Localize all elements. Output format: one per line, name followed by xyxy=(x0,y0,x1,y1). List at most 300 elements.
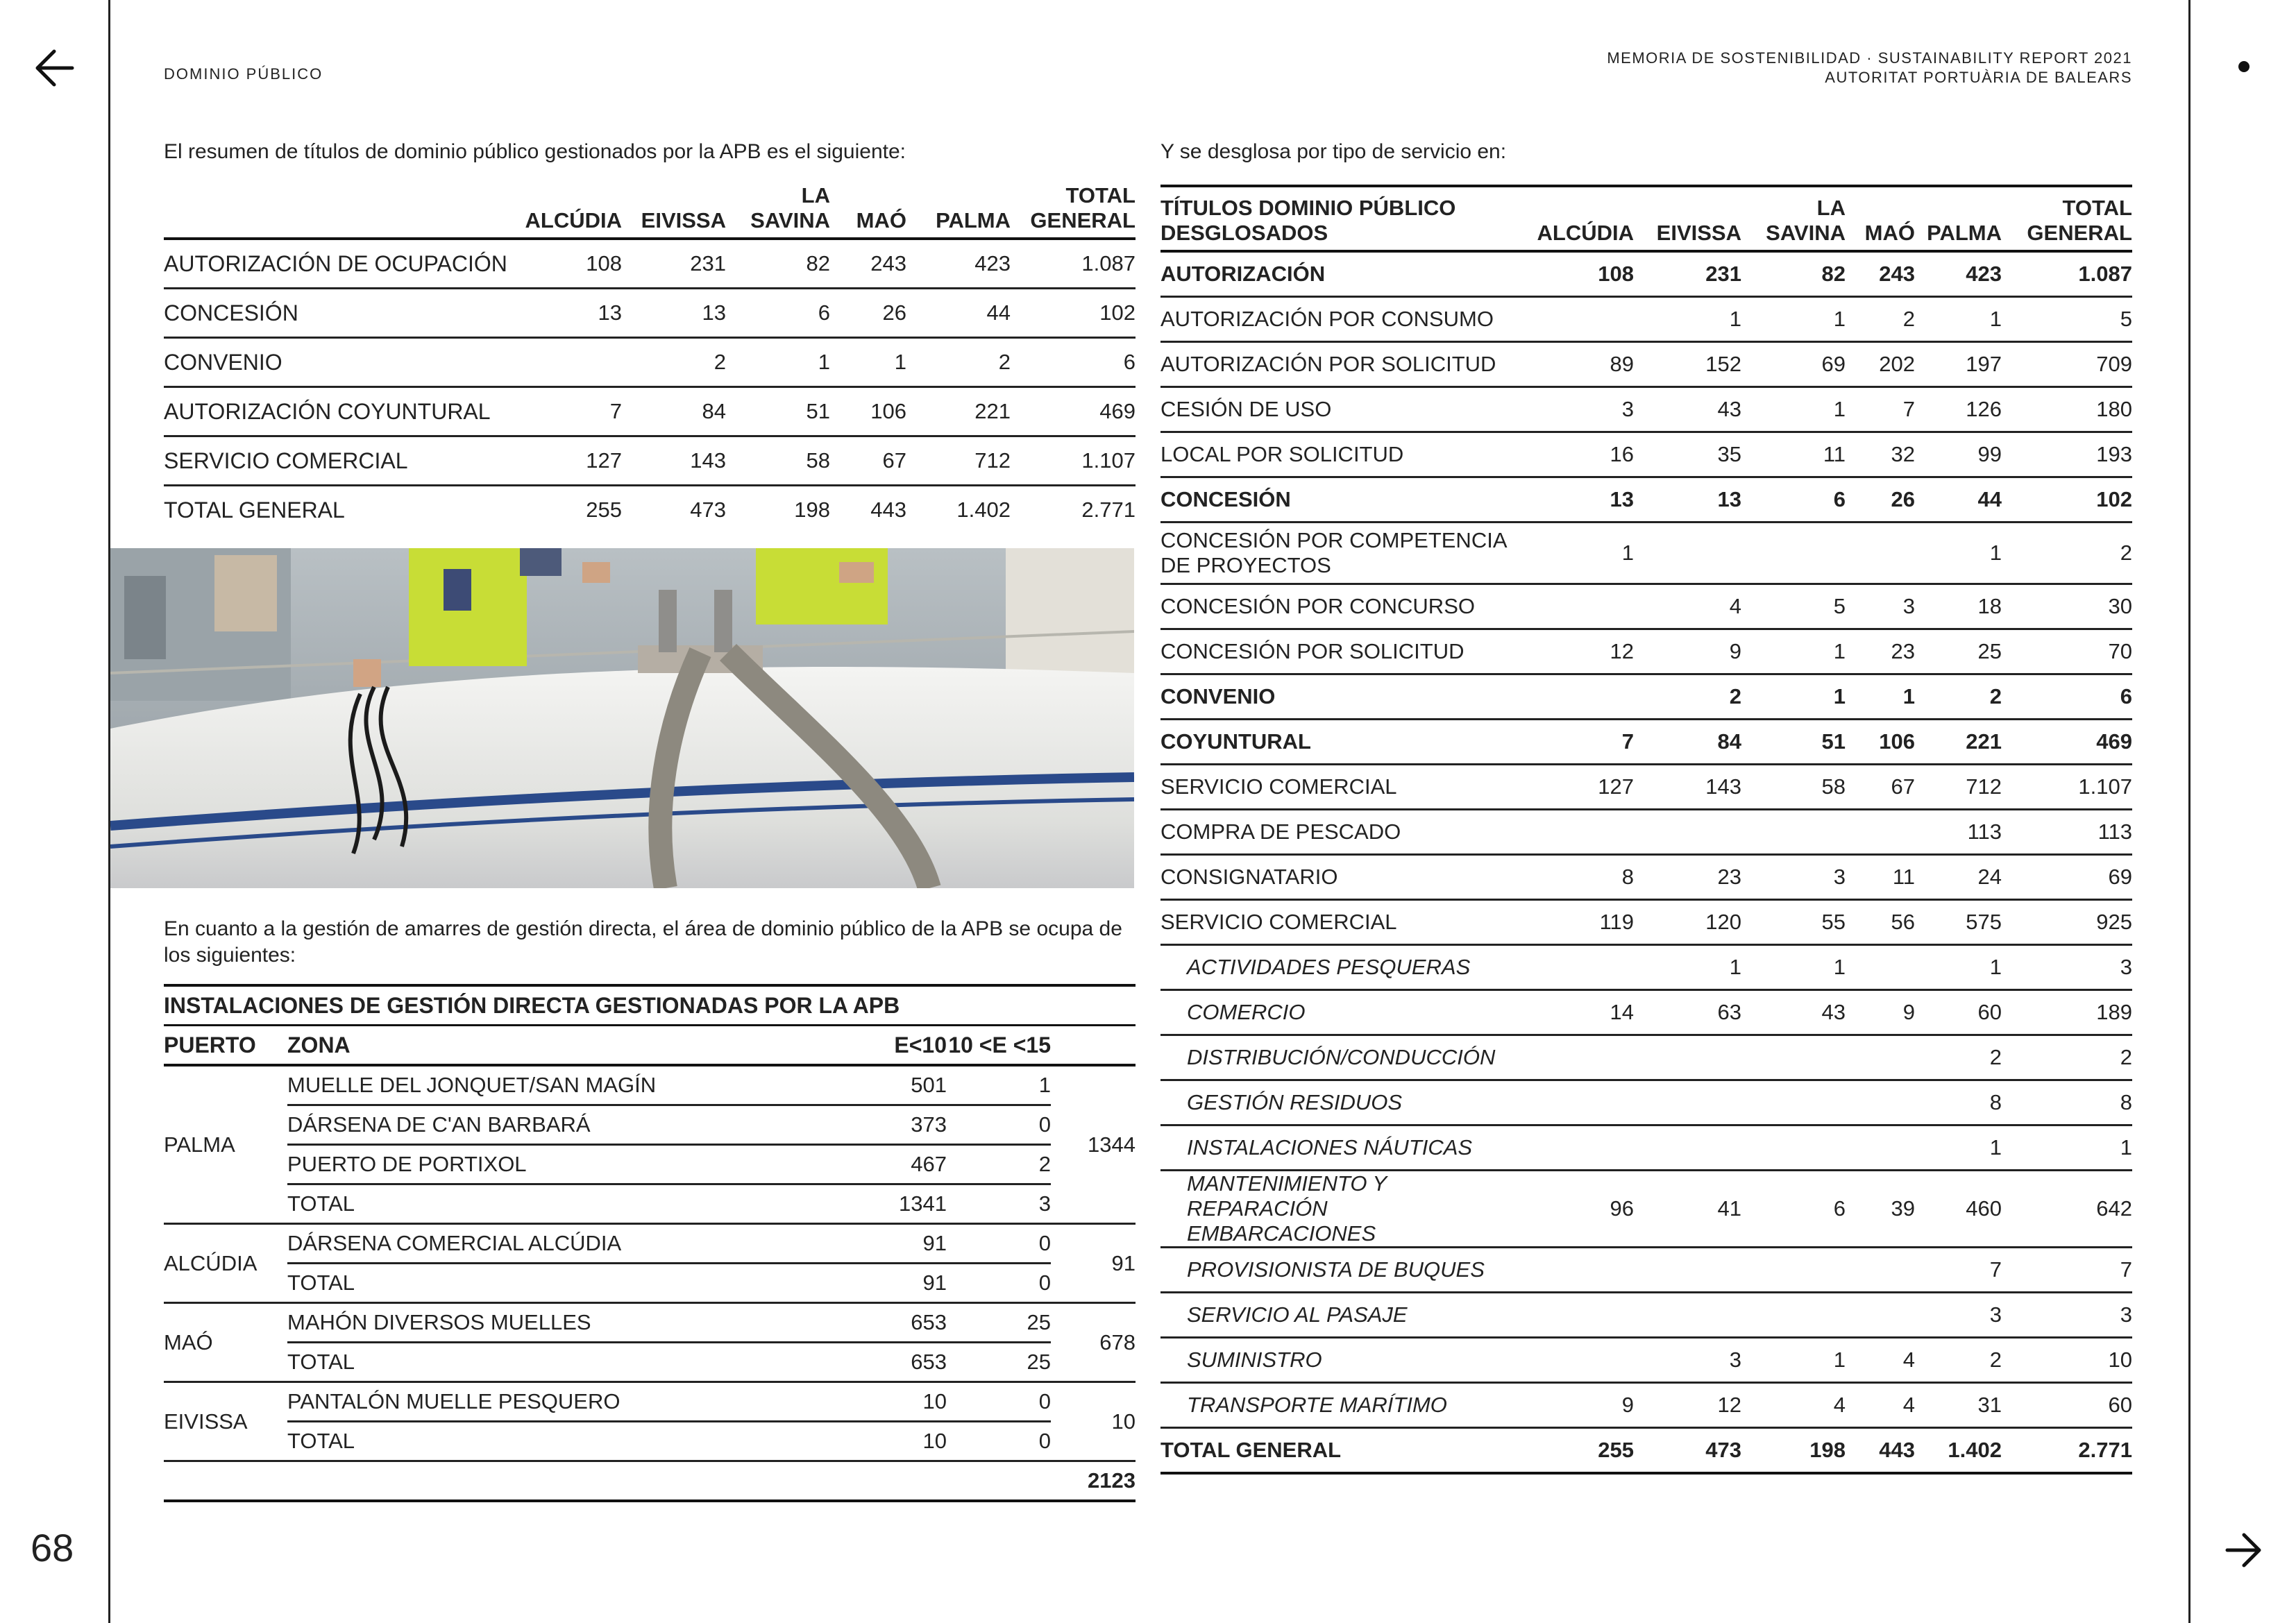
table-cell: 4 xyxy=(1846,1338,1915,1383)
moorings-title: INSTALACIONES DE GESTIÓN DIRECTA GESTIONADAS POR LA APB xyxy=(164,985,1136,1026)
table-row xyxy=(1160,1125,2132,1171)
table-cell: 1 xyxy=(1741,674,1846,720)
table-cell: 231 xyxy=(1634,251,1741,297)
table-cell: 55 xyxy=(1741,900,1846,945)
breakdown-header-cell: EIVISSA xyxy=(1634,186,1741,251)
row-label: CESIÓN DE USO xyxy=(1160,387,1521,432)
table-cell: 3 xyxy=(2002,945,2132,990)
table-cell: 653 xyxy=(836,1303,947,1343)
table-cell: 1 xyxy=(2002,1125,2132,1171)
row-label: GESTIÓN RESIDUOS xyxy=(1160,1080,1521,1125)
table-cell: 6 xyxy=(1011,338,1136,387)
table-cell: 70 xyxy=(2002,629,2132,674)
table-cell: 423 xyxy=(1915,251,2002,297)
table-cell: 7 xyxy=(2002,1248,2132,1293)
table-cell: 23 xyxy=(1846,629,1915,674)
table-cell: 9 xyxy=(1846,990,1915,1035)
table-cell: 41 xyxy=(1634,1171,1741,1248)
port-total: 1344 xyxy=(1051,1065,1136,1224)
table-cell xyxy=(1846,1293,1915,1338)
table-cell: 14 xyxy=(1521,990,1634,1035)
port-name: ALCÚDIA xyxy=(164,1224,287,1303)
table-cell: 2.771 xyxy=(2002,1428,2132,1474)
table-cell: 69 xyxy=(2002,855,2132,900)
table-cell xyxy=(1634,1125,1741,1171)
table-cell: 13 xyxy=(622,289,726,338)
harbor-photo xyxy=(110,548,1134,888)
table-cell: 1.087 xyxy=(1011,239,1136,289)
table-cell: 255 xyxy=(586,498,622,522)
summary-header-cell: ALCÚDIA xyxy=(511,183,622,239)
table-row xyxy=(164,1382,1136,1422)
table-cell: 10 xyxy=(836,1382,947,1422)
row-label: CONCESIÓN POR SOLICITUD xyxy=(1160,629,1521,674)
table-cell: 0 xyxy=(947,1422,1051,1461)
moorings-header-cell: ZONA xyxy=(287,1026,836,1066)
table-cell: 1 xyxy=(1846,674,1915,720)
table-row xyxy=(164,338,1136,387)
row-label: MANTENIMIENTO Y REPARACIÓN EMBARCACIONES xyxy=(1160,1171,1521,1248)
table-cell: 1 xyxy=(1915,945,2002,990)
table-cell: 1 xyxy=(1915,522,2002,584)
table-cell xyxy=(1521,584,1634,629)
table-row xyxy=(164,1264,1136,1303)
table-cell: 120 xyxy=(1634,900,1741,945)
report-title-line-1: MEMORIA DE SOSTENIBILIDAD · SUSTAINABILITY REPORT 2021 xyxy=(1607,49,2132,67)
table-cell xyxy=(1741,1248,1846,1293)
breakdown-header-cell: MAÓ xyxy=(1846,186,1915,251)
breakdown-header-cell: PALMA xyxy=(1915,186,2002,251)
table-row xyxy=(164,1065,1136,1105)
section-header: DOMINIO PÚBLICO xyxy=(164,65,323,83)
table-cell xyxy=(511,338,622,387)
dot-icon[interactable] xyxy=(2238,61,2249,72)
table-cell: 4 xyxy=(1634,584,1741,629)
table-cell: 5 xyxy=(1741,584,1846,629)
table-cell: 8 xyxy=(1521,855,1634,900)
table-cell xyxy=(1741,1035,1846,1080)
zone-name: TOTAL xyxy=(287,1184,836,1224)
summary-header-row xyxy=(164,183,1136,239)
table-cell xyxy=(1521,945,1634,990)
table-cell: 91 xyxy=(836,1264,947,1303)
table-cell: 126 xyxy=(1915,387,2002,432)
table-cell: 469 xyxy=(2002,720,2132,765)
table-row xyxy=(1160,855,2132,900)
table-cell: 113 xyxy=(2002,810,2132,855)
summary-header-cell xyxy=(164,183,511,239)
table-cell: 1 xyxy=(1741,1338,1846,1383)
table-cell: 13 xyxy=(1521,477,1634,522)
table-cell xyxy=(287,1461,836,1502)
zone-name: TOTAL xyxy=(287,1422,836,1461)
table-row xyxy=(1160,477,2132,522)
table-cell: 11 xyxy=(1846,855,1915,900)
table-cell: 1.402 xyxy=(956,498,1011,522)
table-cell: 9 xyxy=(1634,629,1741,674)
table-cell xyxy=(1741,522,1846,584)
table-cell xyxy=(1521,1248,1634,1293)
table-cell xyxy=(1634,1293,1741,1338)
row-label: CONCESIÓN xyxy=(1160,477,1521,522)
table-row xyxy=(1160,1248,2132,1293)
row-label: COYUNTURAL xyxy=(1160,720,1521,765)
table-cell: 443 xyxy=(870,498,906,522)
report-title xyxy=(1607,49,2132,87)
table-cell: 1.107 xyxy=(1011,436,1136,486)
row-label: CONCESIÓN POR CONCURSO xyxy=(1160,584,1521,629)
table-cell: 925 xyxy=(2002,900,2132,945)
table-cell: 69 xyxy=(1741,342,1846,387)
table-cell: 221 xyxy=(906,387,1011,436)
table-cell: 642 xyxy=(2002,1171,2132,1248)
breakdown-header-cell: LA SAVINA xyxy=(1741,186,1846,251)
table-cell: 119 xyxy=(1521,900,1634,945)
table-cell xyxy=(1846,522,1915,584)
table-cell: 221 xyxy=(1915,720,2002,765)
table-cell: 82 xyxy=(1741,251,1846,297)
table-row xyxy=(164,239,1136,289)
summary-header-cell: TOTAL GENERAL xyxy=(1011,183,1136,239)
row-label: TOTAL GENERAL xyxy=(1160,1428,1521,1474)
table-cell: 60 xyxy=(1915,990,2002,1035)
breakdown-header-row xyxy=(1160,186,2132,251)
table-cell: 102 xyxy=(1011,289,1136,338)
table-cell: 2 xyxy=(1846,297,1915,342)
row-label: SERVICIO COMERCIAL xyxy=(164,436,511,486)
table-cell: 67 xyxy=(830,436,906,486)
table-row xyxy=(164,436,1136,486)
table-row xyxy=(164,1145,1136,1184)
table-cell: 0 xyxy=(947,1264,1051,1303)
table-cell: 1 xyxy=(1741,629,1846,674)
row-label: COMERCIO xyxy=(1160,990,1521,1035)
table-row xyxy=(164,1343,1136,1382)
table-cell: 30 xyxy=(2002,584,2132,629)
table-cell: 7 xyxy=(1915,1248,2002,1293)
table-row xyxy=(164,1184,1136,1224)
table-cell xyxy=(1741,810,1846,855)
table-cell: 24 xyxy=(1915,855,2002,900)
table-row xyxy=(1160,1080,2132,1125)
port-total: 91 xyxy=(1051,1224,1136,1303)
table-cell: 198 xyxy=(794,498,830,522)
table-cell: 3 xyxy=(1915,1293,2002,1338)
table-cell: 23 xyxy=(1634,855,1741,900)
table-cell: 8 xyxy=(1915,1080,2002,1125)
table-cell: 575 xyxy=(1915,900,2002,945)
table-cell xyxy=(1634,1248,1741,1293)
row-label: AUTORIZACIÓN COYUNTURAL xyxy=(164,387,511,436)
table-cell: 1 xyxy=(947,1065,1051,1105)
table-cell: 1 xyxy=(830,338,906,387)
summary-body xyxy=(164,239,1136,534)
row-label: SERVICIO AL PASAJE xyxy=(1160,1293,1521,1338)
zone-name: PANTALÓN MUELLE PESQUERO xyxy=(287,1382,836,1422)
table-cell: 106 xyxy=(1846,720,1915,765)
table-row xyxy=(1160,1035,2132,1080)
breakdown-body xyxy=(1160,251,2132,1473)
table-row xyxy=(1160,765,2132,810)
table-cell: 7 xyxy=(511,387,622,436)
table-cell: 709 xyxy=(2002,342,2132,387)
table-cell: 16 xyxy=(1521,432,1634,477)
table-cell: 1.087 xyxy=(2002,251,2132,297)
table-cell: 143 xyxy=(1634,765,1741,810)
table-cell: 12 xyxy=(1634,1383,1741,1428)
row-label: COMPRA DE PESCADO xyxy=(1160,810,1521,855)
table-cell: 13 xyxy=(511,289,622,338)
table-cell xyxy=(1846,1125,1915,1171)
table-cell: 3 xyxy=(947,1184,1051,1224)
table-cell xyxy=(1741,1080,1846,1125)
table-cell: 12 xyxy=(1521,629,1634,674)
table-cell xyxy=(1846,1248,1915,1293)
table-cell: 1341 xyxy=(836,1184,947,1224)
table-row xyxy=(1160,432,2132,477)
table-cell: 152 xyxy=(1634,342,1741,387)
table-cell: 1 xyxy=(726,338,830,387)
zone-name: DÁRSENA DE C'AN BARBARÁ xyxy=(287,1105,836,1145)
table-cell: 58 xyxy=(726,436,830,486)
table-cell: 4 xyxy=(1741,1383,1846,1428)
table-cell: 443 xyxy=(1846,1428,1915,1474)
right-margin-line xyxy=(2188,0,2191,1623)
table-cell: 1 xyxy=(1741,945,1846,990)
row-label: PROVISIONISTA DE BUQUES xyxy=(1160,1248,1521,1293)
table-cell: 84 xyxy=(622,387,726,436)
table-cell: 3 xyxy=(1521,387,1634,432)
summary-header-cell: MAÓ xyxy=(830,183,906,239)
table-cell xyxy=(1521,1080,1634,1125)
table-cell xyxy=(1521,1035,1634,1080)
table-cell xyxy=(1634,522,1741,584)
table-cell: 7 xyxy=(1846,387,1915,432)
table-cell xyxy=(1846,1035,1915,1080)
moorings-intro: En cuanto a la gestión de amarres de gestión directa, el área de dominio público de la APB se ocupa de los siguientes: xyxy=(164,917,1122,967)
table-cell: 202 xyxy=(1846,342,1915,387)
table-cell: 58 xyxy=(1741,765,1846,810)
table-cell: 0 xyxy=(947,1382,1051,1422)
table-row xyxy=(1160,522,2132,584)
table-row xyxy=(1160,251,2132,297)
table-cell xyxy=(164,1461,287,1502)
table-cell: 255 xyxy=(1521,1428,1634,1474)
moorings-header-cell: 10 <E <15 xyxy=(947,1026,1051,1066)
table-row xyxy=(1160,387,2132,432)
summary-header-cell: LA SAVINA xyxy=(726,183,830,239)
table-cell xyxy=(1634,1035,1741,1080)
row-label: INSTALACIONES NÁUTICAS xyxy=(1160,1125,1521,1171)
table-cell: 96 xyxy=(1521,1171,1634,1248)
table-cell: 39 xyxy=(1846,1171,1915,1248)
table-cell: 231 xyxy=(622,239,726,289)
table-cell: 6 xyxy=(1741,1171,1846,1248)
table-cell xyxy=(1521,1338,1634,1383)
table-row xyxy=(1160,990,2132,1035)
table-cell xyxy=(836,1461,947,1502)
table-cell: 473 xyxy=(1634,1428,1741,1474)
moorings-header-cell: PUERTO xyxy=(164,1026,287,1066)
table-cell: 1.107 xyxy=(2002,765,2132,810)
table-cell: 467 xyxy=(836,1145,947,1184)
table-cell: 423 xyxy=(906,239,1011,289)
table-cell: 51 xyxy=(1741,720,1846,765)
row-label: AUTORIZACIÓN POR SOLICITUD xyxy=(1160,342,1521,387)
table-cell: 2 xyxy=(622,338,726,387)
table-cell xyxy=(1521,297,1634,342)
table-row xyxy=(1160,945,2132,990)
table-cell: 5 xyxy=(2002,297,2132,342)
breakdown-header-cell: ALCÚDIA xyxy=(1521,186,1634,251)
table-cell: 127 xyxy=(1521,765,1634,810)
table-cell: 0 xyxy=(947,1105,1051,1145)
table-cell: 473 xyxy=(690,498,726,522)
zone-name: TOTAL xyxy=(287,1264,836,1303)
table-row xyxy=(164,387,1136,436)
table-row xyxy=(1160,900,2132,945)
grand-total: 2123 xyxy=(1051,1461,1136,1502)
table-row xyxy=(1160,720,2132,765)
table-cell: 51 xyxy=(726,387,830,436)
table-cell: 373 xyxy=(836,1105,947,1145)
table-cell: 143 xyxy=(622,436,726,486)
table-cell: 9 xyxy=(1521,1383,1634,1428)
table-cell: 108 xyxy=(511,239,622,289)
table-cell: 180 xyxy=(2002,387,2132,432)
summary-header-cell: PALMA xyxy=(906,183,1011,239)
table-cell xyxy=(1634,810,1741,855)
breakdown-header-cell: TOTAL GENERAL xyxy=(2002,186,2132,251)
table-cell xyxy=(1846,945,1915,990)
table-cell: 198 xyxy=(1741,1428,1846,1474)
table-cell: 712 xyxy=(1915,765,2002,810)
zone-name: MAHÓN DIVERSOS MUELLES xyxy=(287,1303,836,1343)
table-cell: 193 xyxy=(2002,432,2132,477)
table-cell: 3 xyxy=(1846,584,1915,629)
table-cell: 2 xyxy=(906,338,1011,387)
table-cell: 1 xyxy=(1521,522,1634,584)
table-cell xyxy=(1634,1080,1741,1125)
table-cell: 10 xyxy=(836,1422,947,1461)
table-cell: 108 xyxy=(1521,251,1634,297)
table-cell: 106 xyxy=(830,387,906,436)
table-row xyxy=(164,1422,1136,1461)
table-cell: 0 xyxy=(947,1224,1051,1264)
table-cell: 43 xyxy=(1634,387,1741,432)
table-row xyxy=(1160,1293,2132,1338)
row-label: CONVENIO xyxy=(1160,674,1521,720)
zone-name: PUERTO DE PORTIXOL xyxy=(287,1145,836,1184)
table-row xyxy=(1160,297,2132,342)
table-cell: 1 xyxy=(1915,297,2002,342)
moorings-header-cell: E<10 xyxy=(836,1026,947,1066)
moorings-table xyxy=(164,984,1136,1502)
breakdown-intro: Y se desglosa por tipo de servicio en: xyxy=(1160,140,1507,163)
table-cell: 25 xyxy=(947,1303,1051,1343)
table-cell: 1 xyxy=(1634,297,1741,342)
moorings-header-row xyxy=(164,1026,1136,1066)
table-cell: 7 xyxy=(1521,720,1634,765)
row-label: AUTORIZACIÓN DE OCUPACIÓN xyxy=(164,239,511,289)
table-row xyxy=(1160,1338,2132,1383)
moorings-title-row xyxy=(164,985,1136,1026)
table-cell: 469 xyxy=(1011,387,1136,436)
grand-total-row xyxy=(164,1461,1136,1502)
row-label: SERVICIO COMERCIAL xyxy=(1160,765,1521,810)
table-cell: 18 xyxy=(1915,584,2002,629)
table-cell: 2 xyxy=(1915,1035,2002,1080)
zone-name: TOTAL xyxy=(287,1343,836,1382)
table-cell: 2.771 xyxy=(1081,498,1136,522)
row-label: SUMINISTRO xyxy=(1160,1338,1521,1383)
table-cell: 35 xyxy=(1634,432,1741,477)
breakdown-header-cell: TÍTULOS DOMINIO PÚBLICO DESGLOSADOS xyxy=(1160,186,1521,251)
table-cell: 91 xyxy=(836,1224,947,1264)
table-row xyxy=(1160,1383,2132,1428)
table-cell: 653 xyxy=(836,1343,947,1382)
summary-header-cell: EIVISSA xyxy=(622,183,726,239)
row-label: TOTAL GENERAL xyxy=(164,497,345,522)
table-cell: 26 xyxy=(830,289,906,338)
table-cell xyxy=(1741,1125,1846,1171)
table-cell: 60 xyxy=(2002,1383,2132,1428)
row-label: TRANSPORTE MARÍTIMO xyxy=(1160,1383,1521,1428)
zone-name: DÁRSENA COMERCIAL ALCÚDIA xyxy=(287,1224,836,1264)
row-label: AUTORIZACIÓN xyxy=(1160,251,1521,297)
table-cell: 501 xyxy=(836,1065,947,1105)
table-cell: 84 xyxy=(1634,720,1741,765)
table-cell xyxy=(1521,810,1634,855)
table-cell: 11 xyxy=(1741,432,1846,477)
zone-name: MUELLE DEL JONQUET/SAN MAGÍN xyxy=(287,1065,836,1105)
table-cell: 99 xyxy=(1915,432,2002,477)
table-cell: 25 xyxy=(1915,629,2002,674)
table-row xyxy=(1160,810,2132,855)
table-cell: 113 xyxy=(1915,810,2002,855)
table-cell: 63 xyxy=(1634,990,1741,1035)
table-row xyxy=(1160,342,2132,387)
table-row xyxy=(1160,584,2132,629)
table-cell: 2 xyxy=(1915,1338,2002,1383)
table-cell: 102 xyxy=(2002,477,2132,522)
table-cell: 1 xyxy=(1915,1125,2002,1171)
page-number: 68 xyxy=(31,1526,74,1570)
table-cell: 67 xyxy=(1846,765,1915,810)
table-cell: 89 xyxy=(1521,342,1634,387)
table-cell: 3 xyxy=(1741,855,1846,900)
table-cell: 2 xyxy=(2002,1035,2132,1080)
table-cell: 25 xyxy=(947,1343,1051,1382)
table-cell: 197 xyxy=(1915,342,2002,387)
table-cell: 2 xyxy=(947,1145,1051,1184)
arrow-left-icon[interactable] xyxy=(35,49,75,87)
table-cell xyxy=(1521,674,1634,720)
table-cell: 10 xyxy=(2002,1338,2132,1383)
table-cell: 1 xyxy=(1741,387,1846,432)
table-cell: 3 xyxy=(2002,1293,2132,1338)
table-cell: 6 xyxy=(1741,477,1846,522)
table-cell: 127 xyxy=(511,436,622,486)
table-cell xyxy=(1521,1293,1634,1338)
table-cell: 13 xyxy=(1634,477,1741,522)
port-total: 10 xyxy=(1051,1382,1136,1461)
arrow-right-icon[interactable] xyxy=(2225,1532,2263,1568)
table-cell: 32 xyxy=(1846,432,1915,477)
table-cell: 712 xyxy=(906,436,1011,486)
table-cell: 6 xyxy=(726,289,830,338)
table-cell xyxy=(1741,1293,1846,1338)
